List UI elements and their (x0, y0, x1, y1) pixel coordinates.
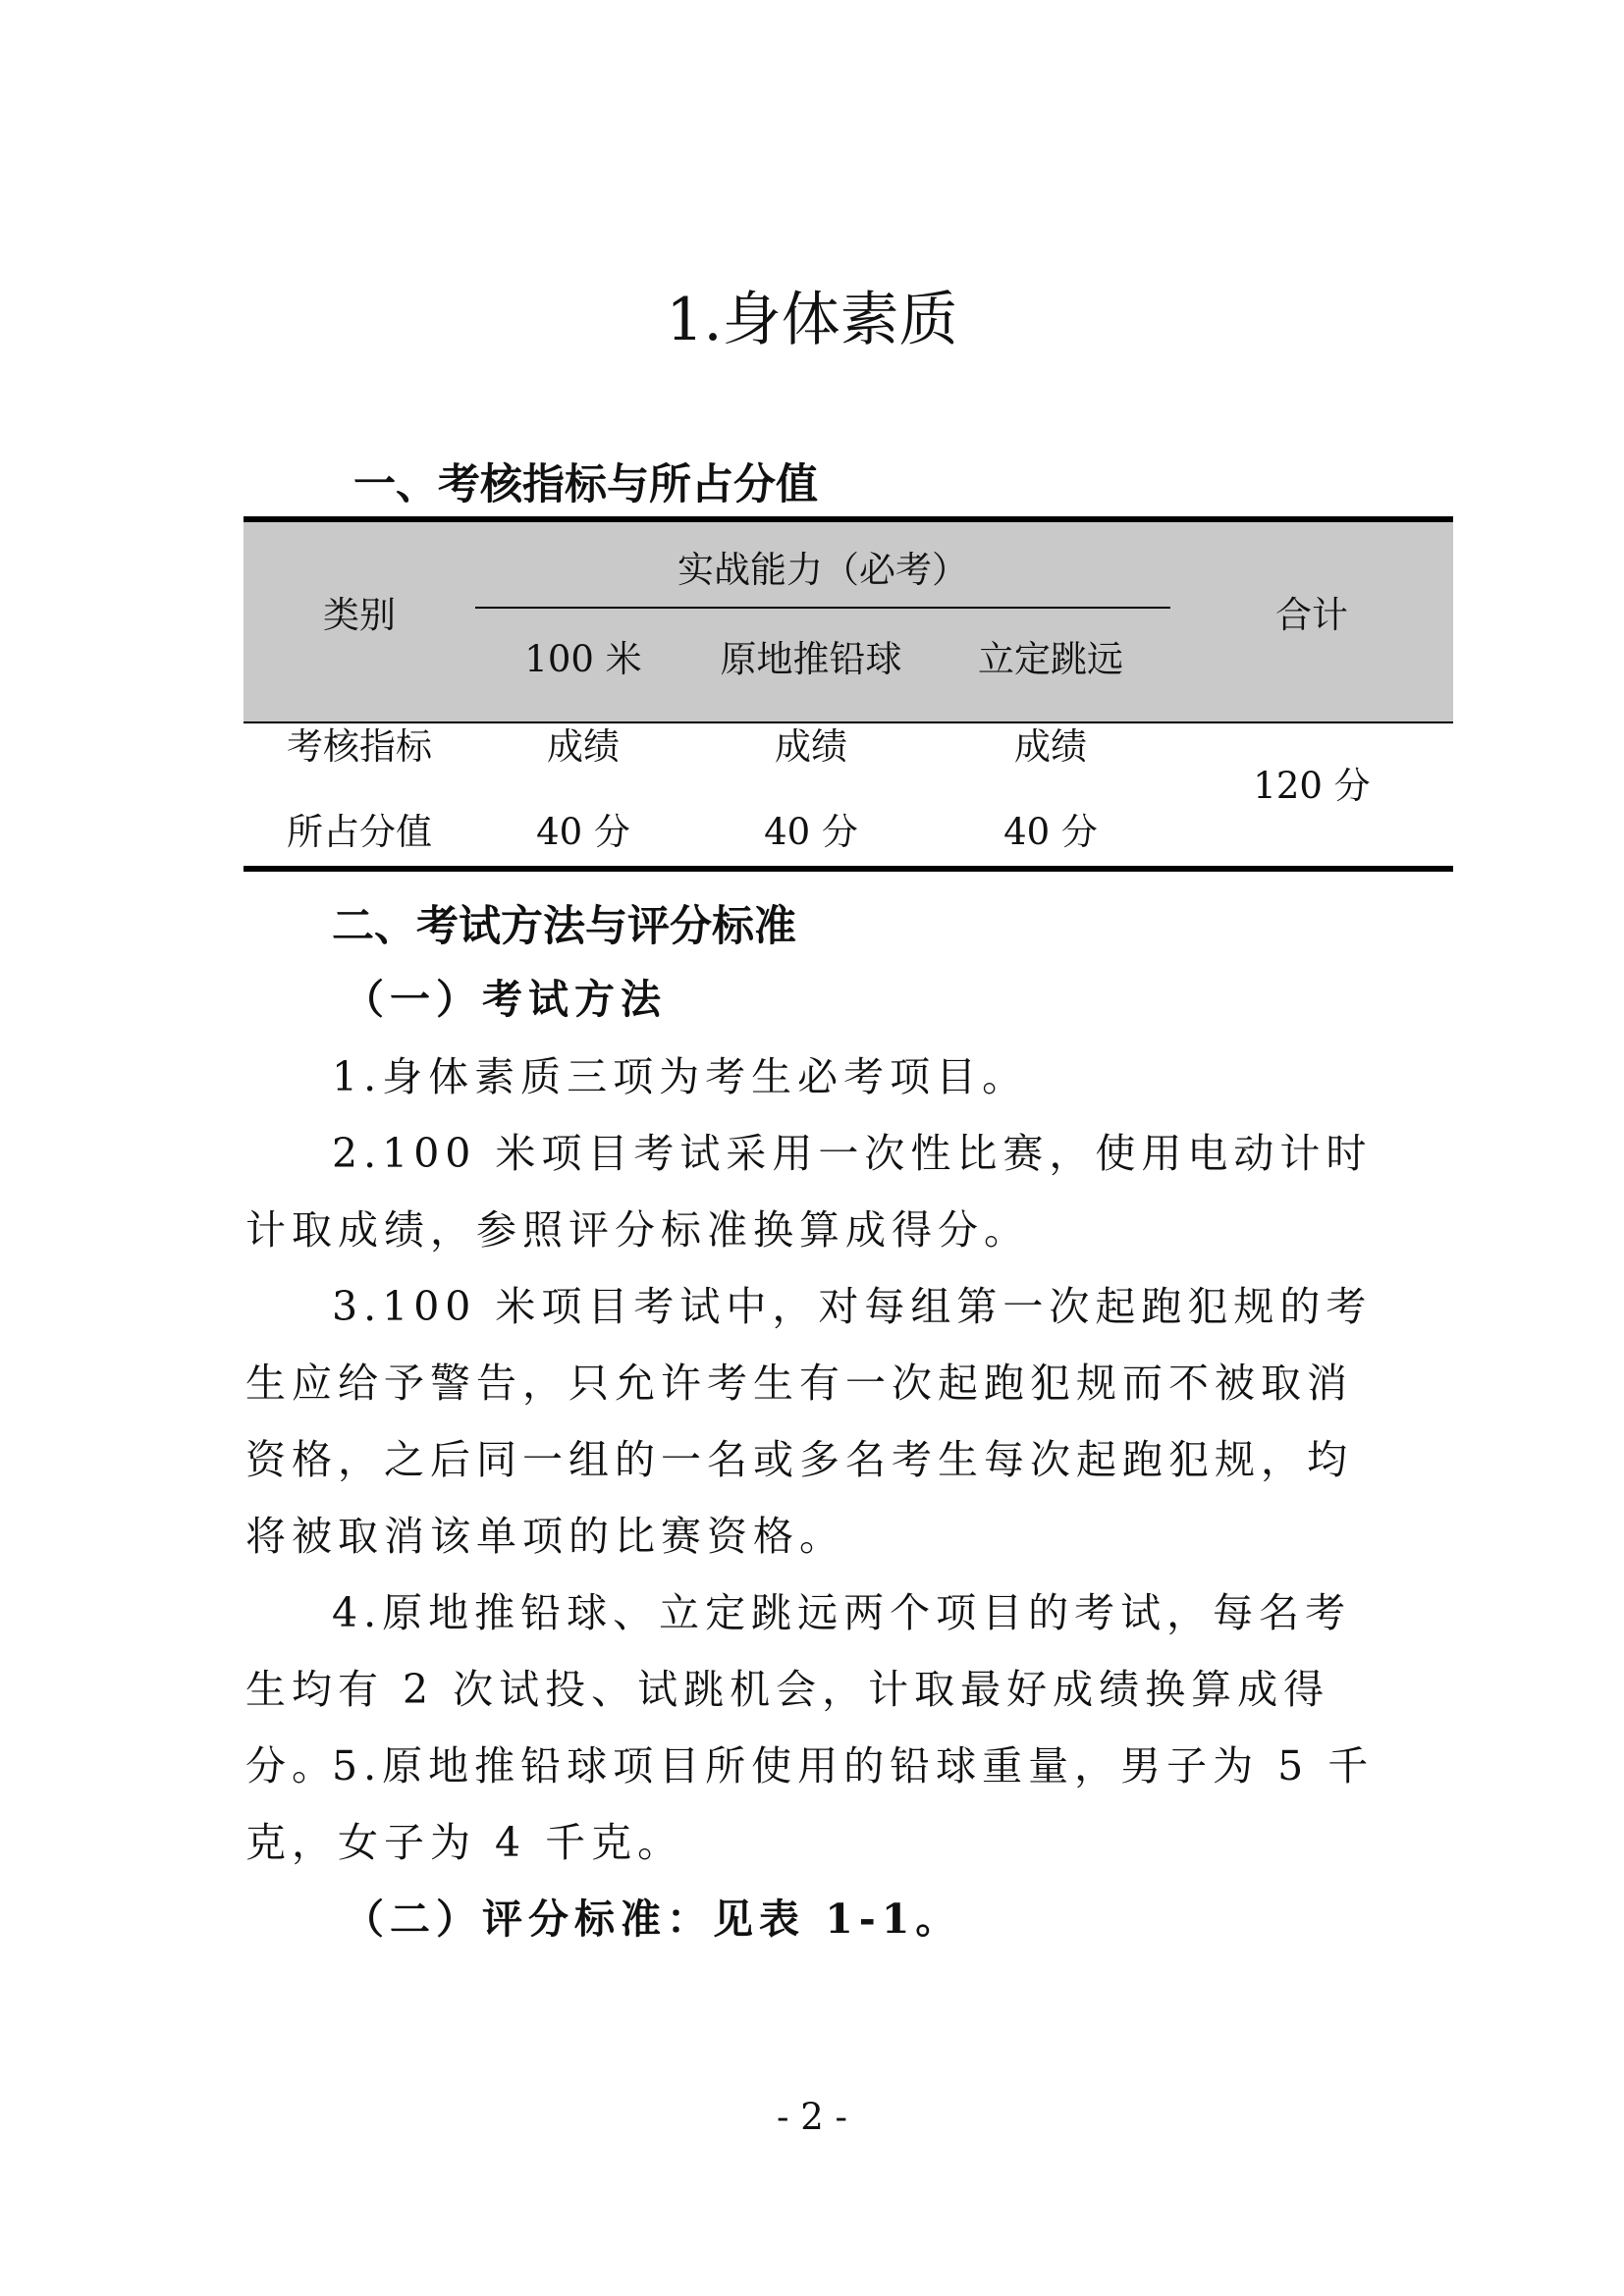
table-group-rule (475, 607, 1170, 609)
subsection-heading-exam-method: （一）考试方法 (344, 976, 667, 1023)
header-sub-100m: 100 米 (524, 638, 642, 680)
paragraph: 5.原地推铅球项目所使用的铅球重量，男子为 5 千克，女子为 4 千克。 (245, 1742, 1375, 1866)
header-category: 类别 (323, 594, 396, 636)
paragraph: 4.原地推铅球、立定跳远两个项目的考试，每名考生均有 2 次试投、试跳机会，计取最好成绩换算成得分。 (245, 1589, 1352, 1789)
subsection-heading-scoring: （二）评分标准：见表 1-1。 (344, 1896, 962, 1943)
paragraph: 1.身体素质三项为考生必考项目。 (332, 1053, 1029, 1100)
row-label: 考核指标 (287, 725, 432, 768)
table-bottom-rule (244, 866, 1453, 872)
paragraph: 3.100 米项目考试中，对每组第一次起跑犯规的考生应给予警告，只允许考生有一次起跑犯规而不被取消资格，之后同一组的一名或多名考生每次起跑犯规，均将被取消该单项的比赛资格。 (245, 1283, 1373, 1560)
header-sub-long-jump: 立定跳远 (978, 638, 1123, 680)
table-cell: 成绩 (547, 725, 620, 768)
total-value: 120 分 (1253, 765, 1371, 807)
paragraph: 2.100 米项目考试采用一次性比赛，使用电动计时计取成绩，参照评分标准换算成得分。 (245, 1130, 1373, 1254)
score-table (244, 516, 1453, 872)
table-cell: 成绩 (1014, 725, 1087, 768)
header-sub-shot-put: 原地推铅球 (720, 638, 902, 680)
section-heading-methods: 二、考试方法与评分标准 (332, 902, 796, 951)
header-group: 实战能力（必考） (677, 549, 968, 591)
section-heading-indicators: 一、考核指标与所占分值 (353, 460, 818, 509)
table-cell: 40 分 (1003, 811, 1098, 853)
table-row (244, 802, 1453, 861)
table-cell: 成绩 (775, 725, 847, 768)
table-cell: 40 分 (764, 811, 858, 853)
page-title: 1.身体素质 (666, 286, 958, 354)
header-total: 合计 (1275, 594, 1348, 636)
row-label: 所占分值 (287, 811, 432, 853)
table-cell: 40 分 (536, 811, 630, 853)
page-number: - 2 - (776, 2096, 848, 2138)
